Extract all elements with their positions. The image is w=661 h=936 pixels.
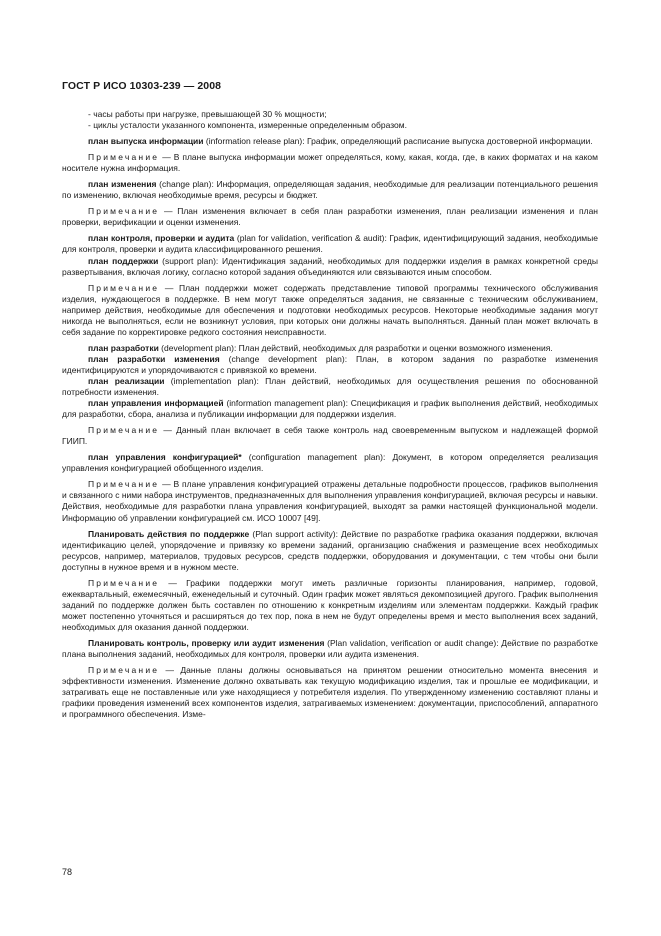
note-label: Примечание xyxy=(88,206,160,217)
term: план разработки изменения xyxy=(88,353,220,364)
note-label: Примечание xyxy=(88,577,160,588)
term: план выпуска информации xyxy=(88,136,204,147)
note-paragraph xyxy=(62,283,598,338)
note-paragraph xyxy=(62,425,598,447)
term: план разработки xyxy=(88,342,159,353)
definition-text: (implementation plan): План действий, необходимых для осуществления решения по обоснованной потребности изменения. xyxy=(62,375,599,398)
list-item xyxy=(62,109,598,120)
definition-paragraph xyxy=(62,376,598,398)
definition-paragraph xyxy=(62,233,598,255)
page-number: 78 xyxy=(62,867,73,877)
note-text: — Графики поддержки могут иметь различные горизонты планирования, например, годовой, ежеквартальный, ежемесячный, еженедельный и суточный. Один график может являться декомпозицией другого. График выполнения заданий по поддержке должен быть составлен по отношению к конкретным изделиям или элементам поддержки. Каждый график может постепенно уточняться и расширяться до тех пор, пока в нем не будут определены время и место выполнения всех заданий, необходимых для оказания данной поддержки. xyxy=(62,577,598,632)
term: план поддержки xyxy=(88,255,159,266)
note-paragraph xyxy=(62,665,598,720)
note-paragraph xyxy=(62,152,598,174)
definition-text: (configuration management plan): Документ, в котором определяется реализация управления конфигурацией обобщенного изделия. xyxy=(62,452,599,474)
definition-text: (information management plan): Спецификация и график выполнения действий, необходимых для разработки, сбора, анализа и публикации информации для поддержки изделия. xyxy=(62,398,598,420)
definition-paragraph xyxy=(62,398,598,420)
body-text xyxy=(62,109,598,725)
term: Планировать действия по поддержке xyxy=(88,528,250,539)
definition-paragraph xyxy=(62,136,598,147)
note-label: Примечание xyxy=(88,665,160,676)
note-paragraph xyxy=(62,578,598,633)
note-label: Примечание xyxy=(88,152,160,163)
definition-text: (development plan): План действий, необходимых для разработки и оценки возможного изменения. xyxy=(158,342,553,353)
note-text: — Данный план включает в себя также контроль над своевременным выпуском и надлежащей формой ГИИП. xyxy=(62,425,598,447)
definition-text: (change development plan): План, в котором задания по разработке изменения идентифицируются и упорядочиваются с привязкой ко времени. xyxy=(62,353,598,375)
note-paragraph xyxy=(62,479,598,523)
definition-text: (plan for validation, verification & audit): График, идентифицирующий задания, необходимые для контроля, проверки и аудита классифицированного решения. xyxy=(62,233,598,255)
definition-paragraph xyxy=(62,179,598,201)
term: план изменения xyxy=(88,179,157,190)
note-label: Примечание xyxy=(88,479,160,490)
definition-paragraph xyxy=(62,343,598,354)
note-text: — В плане выпуска информации может определяться, кому, какая, когда, где, в каких форматах и на каком носителе нужна информация. xyxy=(62,152,598,174)
definition-paragraph xyxy=(62,529,598,573)
paragraph-text: - циклы усталости указанного компонента, измеренные определенным образом. xyxy=(88,120,407,131)
definition-paragraph xyxy=(62,354,598,376)
paragraph-text: - часы работы при нагрузке, превышающей 30 % мощности; xyxy=(88,109,327,119)
note-label: Примечание xyxy=(88,282,160,293)
note-text: — План изменения включает в себя план разработки изменения, план реализации изменения и план проверки, верификации и оценки изменения. xyxy=(62,206,598,228)
definition-text: (Plan validation, verification or audit change): Действие по разработке плана выполнения заданий, необходимых для контроля, проверки или аудита изменения. xyxy=(62,637,598,660)
note-paragraph xyxy=(62,206,598,228)
term: план управления конфигурацией* xyxy=(88,452,242,463)
note-text: — В плане управления конфигурацией отражены детальные подробности процессов, графиков выполнения и связанного с ними набора инструментов, предназначенных для выполнения управления конфигурацией, включая ресурсы и навыки. Действия, необходимые для разработки плана управления конфигурацией, выходят за рамки настоящей функциональной модели. Информацию об управлении конфигурацией см. ИСО 10007 [49]. xyxy=(62,479,598,523)
note-text: — Данные планы должны основываться на принятом решении относительно момента внесения и эффективности изменения. Изменение должно охватывать как текущую модификацию изделия, так и прошлые ее модификации, и затрагивать еще не поставленные или уже находящиеся у потребителя изделия. По утвержденному изменению составляют планы и графики проведения изменений всех компонентов изделия, затрагиваемых изменением: документации, приспособлений, аппаратного и программного обеспечения. Изме- xyxy=(62,665,598,720)
term: план реализации xyxy=(88,375,165,386)
term: Планировать контроль, проверку или аудит изменения xyxy=(88,637,325,648)
definition-text: (information release plan): График, определяющий расписание выпуска достоверной информации. xyxy=(203,136,593,147)
term: план контроля, проверки и аудита xyxy=(88,233,235,244)
definition-paragraph xyxy=(62,452,598,474)
note-text: — План поддержки может содержать представление типовой программы технического обслуживания изделия, нуждающегося в поддержке. В нем могут также определяться задания, не связанные с техническим обслуживанием, например действия, необходимые для обеспечения и подготовки необходимых ресурсов. Некоторые необходимые задания могут никогда не выполняться, если не возникнут условия, при которых они должны начать выполняться. Данный план может включать в себя задание по корректировке редкого состояния неисправности. xyxy=(62,282,598,337)
definition-text: (support plan): Идентификация заданий, необходимых для поддержки изделия в рамках конкретной среды развертывания, включая логику, согласно которой задания объединяются или связываются иным способом. xyxy=(62,255,598,277)
definition-text: (Plan support activity): Действие по разработке графика оказания поддержки, включая идентификацию целей, упорядочение и привязку ко времени заданий, организацию снабжения и размещение всех необходимых ресурсов, например, материалов, трудовых ресурсов, средств поддержки, оборудования и документации, с тем чтобы они были доступны в нужное время и в нужном месте. xyxy=(62,528,598,572)
standard-header: ГОСТ Р ИСО 10303-239 — 2008 xyxy=(62,80,222,92)
note-label: Примечание xyxy=(88,425,160,436)
definition-paragraph xyxy=(62,638,598,660)
definition-paragraph xyxy=(62,256,598,278)
term: план управления информацией xyxy=(88,398,224,409)
definition-text: (change plan): Информация, определяющая задания, необходимые для реализации потенциального решения по изменению, включая необходимые время, ресурсы и бюджет. xyxy=(62,179,598,201)
list-item xyxy=(62,120,598,131)
